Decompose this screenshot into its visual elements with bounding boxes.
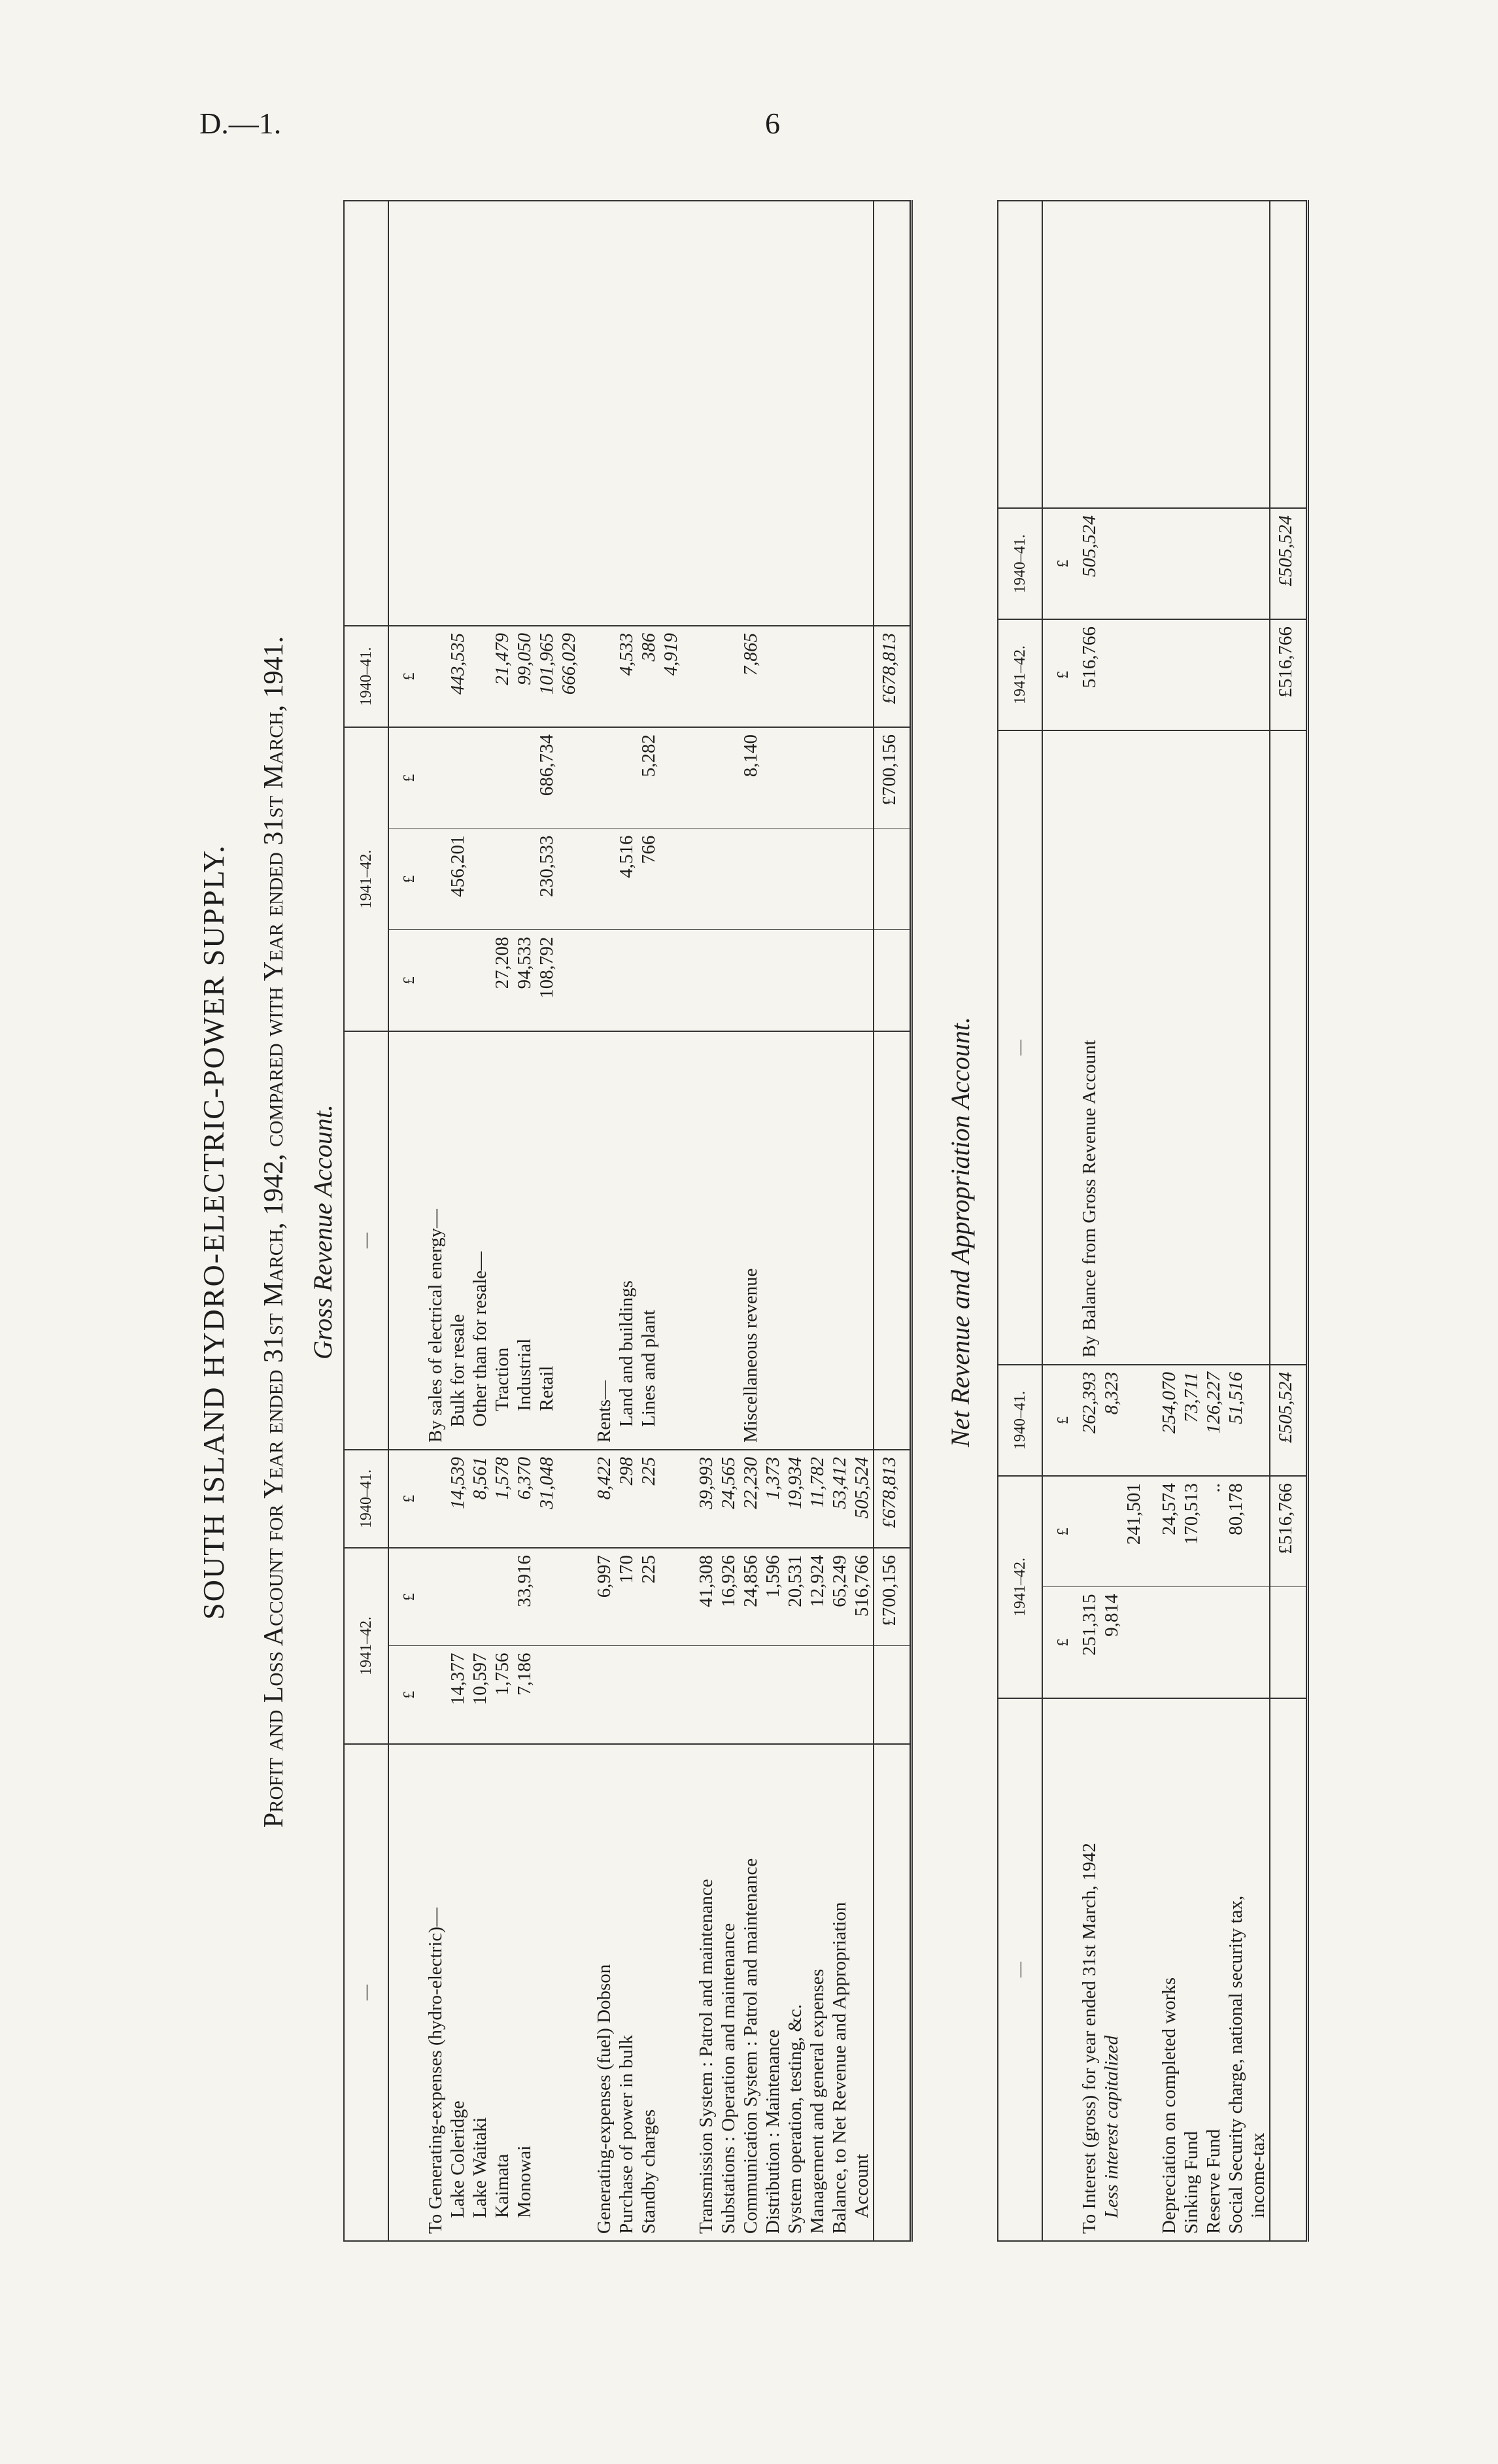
cell-value: 101,965: [536, 626, 558, 727]
row-label: Retail: [536, 1031, 558, 1450]
cell-value: 443,535: [447, 626, 469, 727]
table-row: [806, 201, 828, 2241]
cell-value: 4,533: [615, 626, 638, 727]
table-row: [491, 201, 513, 2241]
row-label: Land and buildings: [615, 1031, 638, 1450]
table-row: [851, 201, 874, 2241]
cell-value: 108,792: [536, 930, 558, 1031]
table-row: [1078, 201, 1100, 2241]
cell-value: 170: [615, 1548, 638, 1646]
cell-value: 230,533: [536, 829, 558, 930]
cell-value: 80,178: [1225, 1476, 1247, 1587]
cell-value: 22,230: [740, 1450, 762, 1548]
table-row: [660, 201, 682, 2241]
pound-row: [1042, 201, 1078, 2241]
cell-value: 766: [638, 829, 660, 930]
cell-value: 4,919: [660, 626, 682, 727]
gross-revenue-account-table: [343, 200, 913, 2242]
cell-value: 505,524: [851, 1450, 874, 1548]
cell-value: 505,524: [1078, 508, 1100, 619]
cell-value: 53,412: [828, 1450, 851, 1548]
row-label: income-tax: [1247, 1698, 1270, 2241]
cell-value: 19,934: [784, 1450, 806, 1548]
row-label: Lake Coleridge: [447, 1744, 469, 2241]
cell-value: 5,282: [638, 727, 660, 829]
row-label: Communication System : Patrol and maintenance: [740, 1744, 762, 2241]
net-cr-1941-42-header: 1941–42.: [998, 619, 1042, 730]
cell-value: 8,561: [469, 1450, 491, 1548]
net-cr-particulars-header: —: [998, 730, 1042, 1365]
row-label: By sales of electrical energy—: [424, 1031, 447, 1450]
filler: [344, 201, 388, 626]
cr-total-1941: £678,813: [874, 626, 911, 727]
table-row: [593, 201, 615, 2241]
page-title: SOUTH ISLAND HYDRO-ELECTRIC-POWER SUPPLY.: [197, 844, 230, 1620]
table-row: [638, 201, 660, 2241]
table-row: [828, 201, 851, 2241]
dr-1940-41-header: 1940–41.: [344, 1450, 388, 1548]
cell-value: 4,516: [615, 829, 638, 930]
pound-sign: £: [388, 1548, 424, 1646]
cell-value: 251,315: [1078, 1587, 1100, 1698]
table-row: [424, 201, 447, 2241]
net-header-row: [998, 201, 1042, 2241]
cell-value: 94,533: [513, 930, 536, 1031]
cell-value: 21,479: [491, 626, 513, 727]
document-reference: D.—1.: [199, 107, 282, 140]
cell-value: 126,227: [1202, 1365, 1225, 1476]
pound-sign: £: [1042, 619, 1078, 730]
cell-value: 1,373: [762, 1450, 784, 1548]
pound-sign: £: [388, 829, 424, 930]
row-label: Less interest capitalized: [1100, 1698, 1123, 2241]
cell-value: 24,574: [1158, 1476, 1180, 1587]
cell-value: 6,370: [513, 1450, 536, 1548]
cell-value: 41,308: [695, 1548, 717, 1646]
cell-value: 10,597: [469, 1646, 491, 1744]
net-cr-1940-41-header: 1940–41.: [998, 508, 1042, 619]
total-row: [1270, 201, 1308, 2241]
pound-sign: £: [388, 1646, 424, 1744]
row-label: Lines and plant: [638, 1031, 660, 1450]
cr-particulars-header: —: [344, 1031, 388, 1450]
cell-value: 24,856: [740, 1548, 762, 1646]
row-label: Account: [851, 1744, 874, 2241]
cell-value: 7,865: [740, 626, 762, 727]
gross-account-heading: Gross Revenue Account.: [308, 1104, 337, 1360]
cell-value: 33,916: [513, 1548, 536, 1646]
net-dr-1940-41-header: 1940–41.: [998, 1365, 1042, 1476]
cell-value: 7,186: [513, 1646, 536, 1744]
net-dr-total-1941: £505,524: [1270, 1365, 1308, 1476]
row-label: Balance, to Net Revenue and Appropriation: [828, 1744, 851, 2241]
cell-value: ..: [1202, 1476, 1225, 1587]
cr-total-1942: £700,156: [874, 727, 911, 829]
cell-value: 1,578: [491, 1450, 513, 1548]
row-label: Lake Waitaki: [469, 1744, 491, 2241]
pound-sign: £: [388, 626, 424, 727]
cr-1941-42-header: 1941–42.: [344, 727, 388, 1031]
cell-value: 73,711: [1180, 1365, 1202, 1476]
table-row: [740, 201, 762, 2241]
table-row: [762, 201, 784, 2241]
pound-sign: £: [388, 727, 424, 829]
table-row: [615, 201, 638, 2241]
cell-value: 65,249: [828, 1548, 851, 1646]
table-row: [1225, 201, 1247, 2241]
cell-value: 6,997: [593, 1548, 615, 1646]
cell-value: 456,201: [447, 829, 469, 930]
dr-total-1941: £678,813: [874, 1450, 911, 1548]
cell-value: 99,050: [513, 626, 536, 727]
dr-1941-42-header: 1941–42.: [344, 1548, 388, 1744]
cell-value: 8,323: [1100, 1365, 1123, 1476]
table-row: [536, 201, 558, 2241]
net-dr-1941-42-header: 1941–42.: [998, 1476, 1042, 1698]
row-label: To Generating-expenses (hydro-electric)—: [424, 1744, 447, 2241]
table-row: [1158, 201, 1180, 2241]
cell-value: 8,422: [593, 1450, 615, 1548]
row-label: Other than for resale—: [469, 1031, 491, 1450]
table-row: [558, 201, 580, 2241]
cell-value: 11,782: [806, 1450, 828, 1548]
row-label: Distribution : Maintenance: [762, 1744, 784, 2241]
cell-value: 225: [638, 1548, 660, 1646]
page-number: 6: [765, 107, 780, 140]
table-row: [1202, 201, 1225, 2241]
cell-value: 262,393: [1078, 1365, 1100, 1476]
cell-value: 686,734: [536, 727, 558, 829]
table-row: [1247, 201, 1270, 2241]
pound-sign: £: [1042, 1365, 1078, 1476]
cell-value: 9,814: [1100, 1587, 1123, 1698]
cell-value: 241,501: [1123, 1476, 1145, 1587]
cell-value: 16,926: [717, 1548, 740, 1646]
row-label: Monowai: [513, 1744, 536, 2241]
cell-value: 666,029: [558, 626, 580, 727]
row-label: Sinking Fund: [1180, 1698, 1202, 2241]
row-label: Depreciation on completed works: [1158, 1698, 1180, 2241]
cell-value: 225: [638, 1450, 660, 1548]
cell-value: 1,756: [491, 1646, 513, 1744]
cell-value: 51,516: [1225, 1365, 1247, 1476]
pound-sign: £: [388, 930, 424, 1031]
net-dr-particulars-header: —: [998, 1698, 1042, 2241]
row-label: To Interest (gross) for year ended 31st March, 1942: [1078, 1698, 1100, 2241]
row-label: Rents—: [593, 1031, 615, 1450]
cell-value: 516,766: [851, 1548, 874, 1646]
row-label: Purchase of power in bulk: [615, 1744, 638, 2241]
table-row: [1123, 201, 1145, 2241]
table-row: [469, 201, 491, 2241]
cell-value: 254,070: [1158, 1365, 1180, 1476]
pound-sign: £: [1042, 1587, 1078, 1698]
row-label: Industrial: [513, 1031, 536, 1450]
table-row: [695, 201, 717, 2241]
cell-value: 31,048: [536, 1450, 558, 1548]
row-label: Standby charges: [638, 1744, 660, 2241]
dr-particulars-header: —: [344, 1744, 388, 2241]
cell-value: 298: [615, 1450, 638, 1548]
row-label: Reserve Fund: [1202, 1698, 1225, 2241]
row-label: System operation, testing, &c.: [784, 1744, 806, 2241]
row-label: Bulk for resale: [447, 1031, 469, 1450]
cell-value: 386: [638, 626, 660, 727]
cell-value: 24,565: [717, 1450, 740, 1548]
pound-sign: £: [1042, 508, 1078, 619]
pound-sign: £: [1042, 1476, 1078, 1587]
cell-value: 8,140: [740, 727, 762, 829]
cell-value: 170,513: [1180, 1476, 1202, 1587]
table-row: [513, 201, 536, 2241]
table-row: [717, 201, 740, 2241]
cell-value: 20,531: [784, 1548, 806, 1646]
net-cr-total-1942: £516,766: [1270, 619, 1308, 730]
row-label: Traction: [491, 1031, 513, 1450]
pound-row: [388, 201, 424, 2241]
table-row: [1100, 201, 1123, 2241]
dr-total-1942: £700,156: [874, 1548, 911, 1646]
row-label: Generating-expenses (fuel) Dobson: [593, 1744, 615, 2241]
net-account-heading: Net Revenue and Appropriation Account.: [945, 1016, 975, 1448]
net-revenue-account-table: [997, 200, 1309, 2242]
row-label: Transmission System : Patrol and maintenance: [695, 1744, 717, 2241]
row-label: By Balance from Gross Revenue Account: [1078, 730, 1100, 1365]
net-cr-total-1941: £505,524: [1270, 508, 1308, 619]
row-label: Kaimata: [491, 1744, 513, 2241]
row-label: Miscellaneous revenue: [740, 1031, 762, 1450]
row-label: Management and general expenses: [806, 1744, 828, 2241]
cell-value: 1,596: [762, 1548, 784, 1646]
total-row: [874, 201, 911, 2241]
table-row: [784, 201, 806, 2241]
filler: [998, 201, 1042, 508]
cell-value: 14,539: [447, 1450, 469, 1548]
cell-value: 516,766: [1078, 619, 1100, 730]
table-row: [447, 201, 469, 2241]
cr-1940-41-header: 1940–41.: [344, 626, 388, 727]
cell-value: 27,208: [491, 930, 513, 1031]
cell-value: 12,924: [806, 1548, 828, 1646]
table-row: [1180, 201, 1202, 2241]
row-label: Substations : Operation and maintenance: [717, 1744, 740, 2241]
pound-sign: £: [388, 1450, 424, 1548]
cell-value: 39,993: [695, 1450, 717, 1548]
gross-header-row: [344, 201, 388, 2241]
cell-value: 14,377: [447, 1646, 469, 1744]
net-dr-total-1942: £516,766: [1270, 1476, 1308, 1587]
page-subtitle: Profit and Loss Account for Year ended 31st March, 1942, compared with Year ended 31st March, 1941.: [259, 636, 289, 1828]
row-label: Social Security charge, national security tax,: [1225, 1698, 1247, 2241]
